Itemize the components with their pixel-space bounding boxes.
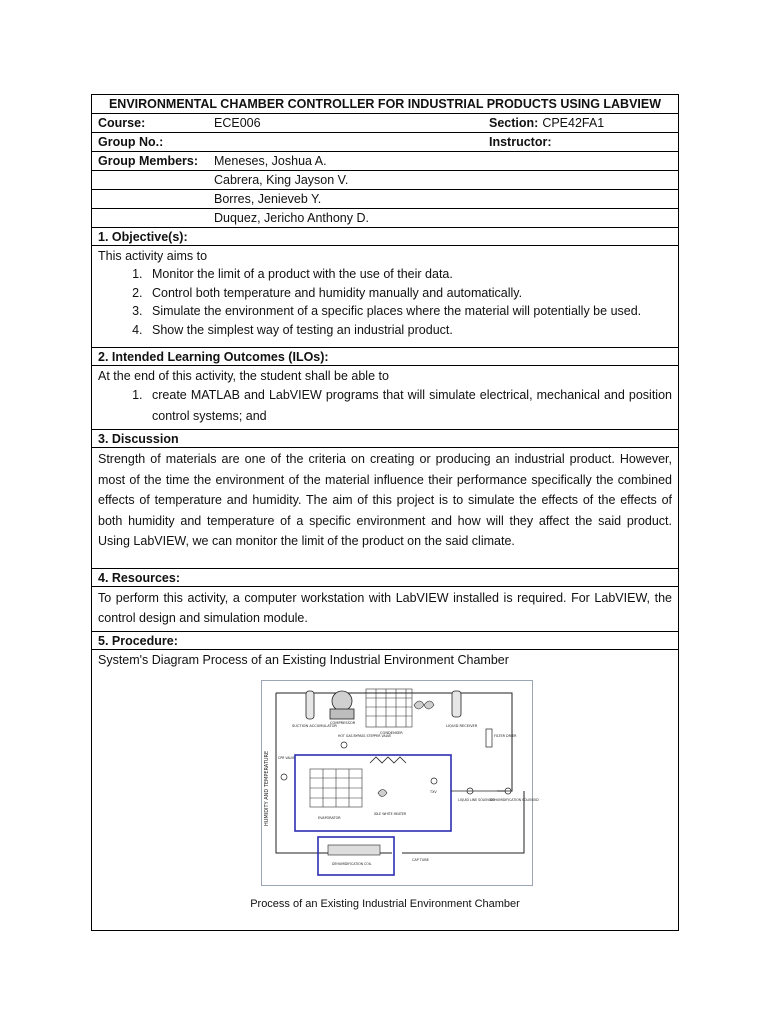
section-label: Section: (489, 116, 539, 130)
fan-icon (414, 701, 434, 709)
figure-caption: Process of an Existing Industrial Environment Chamber (250, 897, 520, 910)
procedure-intro: System's Diagram Process of an Existing Industrial Environment Chamber (98, 652, 509, 667)
list-item: 1. Monitor the limit of a product with the use of their data. (146, 265, 672, 284)
member-name: Meneses, Joshua A. (214, 154, 327, 168)
suction-accumulator (306, 691, 314, 719)
objectives-intro: This activity aims to (98, 249, 208, 263)
member-row (92, 152, 678, 171)
document-title: ENVIRONMENTAL CHAMBER CONTROLLER FOR INDUSTRIAL PRODUCTS USING LABVIEW (92, 95, 678, 114)
ilos-heading: 2. Intended Learning Outcomes (ILOs): (92, 348, 678, 366)
hotgas-label: HOT GAS BYPASS STEPPER VALVE (338, 733, 392, 738)
course-value: ECE006 (214, 116, 261, 130)
list-item: 3. Simulate the environment of a specific places where the material will potentially be used. (146, 302, 672, 321)
member-name: Cabrera, King Jayson V. (214, 173, 349, 187)
chamber-diagram (261, 680, 539, 886)
ilos-body (92, 366, 678, 430)
evaporator-label: EVAPORATOR (318, 815, 341, 820)
filter-label: FILTER DRIER (494, 733, 517, 738)
evaporator (310, 769, 362, 807)
txv-icon (431, 778, 437, 784)
heater-label: IDLE WHITE HEATER (374, 811, 407, 816)
member-row (92, 171, 678, 190)
discussion-heading: 3. Discussion (92, 430, 678, 448)
instructor-label: Instructor: (489, 135, 552, 149)
condenser-label: CONDENSER (380, 730, 403, 735)
objectives-body (92, 246, 678, 348)
section-value: CPE42FA1 (542, 116, 605, 130)
heater-icon (370, 757, 406, 763)
list-item: 1. create MATLAB and LabVIEW programs that will simulate electrical, mechanical and position control systems; and (146, 385, 672, 427)
members-label: Group Members: (98, 154, 199, 168)
resources-heading: 4. Resources: (92, 569, 678, 587)
resources-body (92, 587, 678, 632)
dehum-label: DEHUMIDIFICATION SOLENOID (490, 797, 539, 802)
list-item: 4. Show the simplest way of testing an industrial product. (146, 321, 672, 340)
hotgas-valve-icon (341, 742, 347, 748)
cpr-valve-icon (281, 774, 287, 780)
condenser (366, 689, 412, 727)
captube-label: CAP TUBE (412, 857, 429, 862)
member-name: Borres, Jenieveb Y. (214, 192, 322, 206)
discussion-text: Strength of materials are one of the criteria on creating or producing an industrial product. However, most of the time the environment of the material influence their performance specifically the combined effects of temperature and humidity. The aim of this project is to simulate the effects of the effects of both humidity and temperature of a specific environment and how will they affect the said product. Using LabVIEW, we can monitor the limit of the product on the said climate. (98, 452, 672, 548)
dehum-coil-label: DEHUMIDIFICATION COIL (332, 861, 372, 866)
dehum-coil (328, 845, 380, 855)
ilos-intro: At the end of this activity, the student shall be able to (98, 369, 389, 383)
course-row (92, 114, 678, 133)
compressor-label: COMPRESSOR (330, 720, 356, 725)
cpr-label: CPR VALVE (278, 755, 296, 760)
list-item: 2. Control both temperature and humidity manually and automatically. (146, 284, 672, 303)
resources-text: To perform this activity, a computer workstation with LabVIEW installed is required. For LabVIEW, the control design and simulation module. (98, 590, 672, 625)
suction-label: SUCTION ACCUMULATOR (292, 723, 337, 728)
txv-label: TXV (430, 789, 437, 794)
group-value (214, 133, 489, 151)
member-name: Duquez, Jericho Anthony D. (214, 211, 369, 225)
liquidline-label: LIQUID LINE SOLENOID (458, 797, 495, 802)
receiver-label: LIQUID RECEIVER (446, 723, 478, 728)
procedure-body (92, 650, 678, 930)
objectives-list (98, 265, 672, 339)
document-table (91, 94, 679, 931)
diagram-side-label: HUMIDITY AND TEMPERATURE (264, 750, 270, 826)
ilos-list (98, 385, 672, 427)
group-label: Group No.: (98, 135, 164, 149)
filter-drier (486, 729, 492, 747)
objectives-heading: 1. Objective(s): (92, 228, 678, 246)
procedure-heading: 5. Procedure: (92, 632, 678, 650)
group-row (92, 133, 678, 152)
member-row (92, 209, 678, 228)
liquid-receiver (452, 691, 461, 717)
diagram-svg (262, 681, 539, 885)
compressor (332, 691, 352, 711)
member-row (92, 190, 678, 209)
discussion-body (92, 448, 678, 569)
fan-icon (378, 789, 387, 796)
course-label: Course: (98, 116, 146, 130)
dehum-coil-box (318, 837, 394, 875)
